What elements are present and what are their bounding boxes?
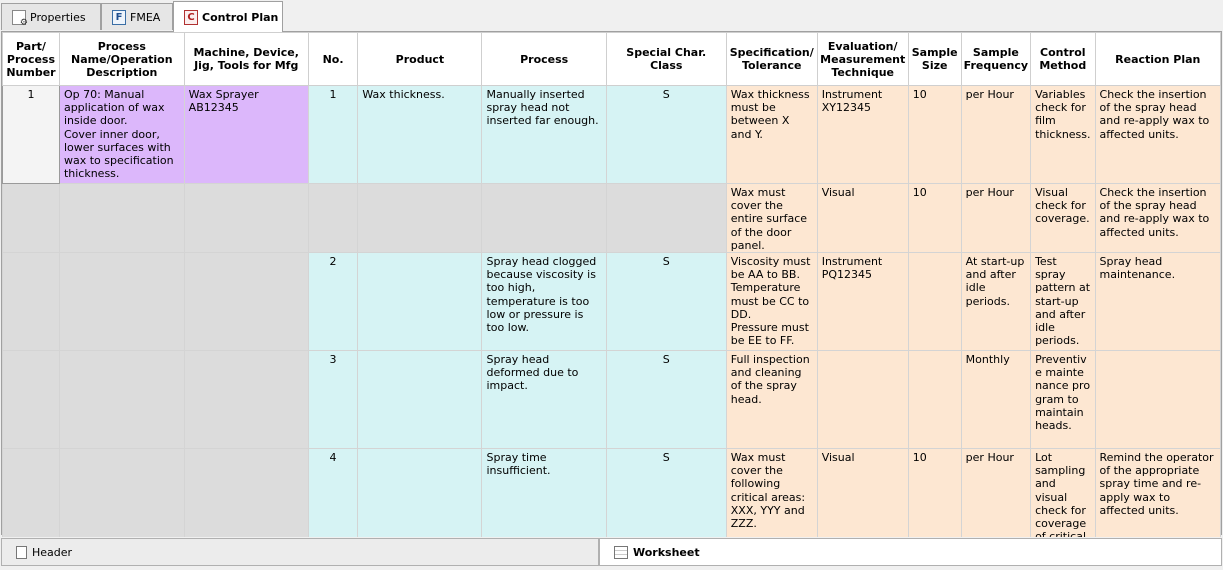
cell-product[interactable]: Wax thickness. — [358, 86, 482, 184]
cell-sample-frequency[interactable]: per Hour — [961, 184, 1030, 253]
cell-machine[interactable] — [184, 184, 308, 253]
cell-process[interactable]: Spray time insufficient. — [482, 449, 606, 558]
tab-label: Header — [32, 545, 73, 559]
top-tab-bar — [0, 0, 1223, 31]
column-header-process[interactable]: Process — [482, 33, 606, 86]
cell-reaction-plan[interactable] — [1095, 351, 1220, 449]
cell-special-char[interactable]: S — [606, 86, 726, 184]
column-header-control-method[interactable]: Control Method — [1031, 33, 1095, 86]
cell-no[interactable]: 2 — [308, 253, 358, 351]
column-header-machine[interactable]: Machine, Device, Jig, Tools for Mfg — [184, 33, 308, 86]
cell-process[interactable]: Spray head deformed due to impact. — [482, 351, 606, 449]
cell-sample-size[interactable]: 10 — [908, 184, 961, 253]
tab-label: Worksheet — [633, 545, 700, 559]
cell-special-char[interactable]: S — [606, 253, 726, 351]
tab-label: Control Plan — [202, 10, 279, 24]
cell-evaluation[interactable] — [817, 351, 908, 449]
cell-process-name[interactable]: Op 70: Manual application of wax inside door. Cover inner door, lower surfaces with wax to specification thickness. — [59, 86, 184, 184]
cell-part-number[interactable] — [3, 253, 60, 351]
cell-part-number[interactable] — [3, 184, 60, 253]
tab-control-plan[interactable] — [173, 1, 283, 32]
cell-process-name[interactable] — [59, 253, 184, 351]
tab-label: FMEA — [130, 10, 161, 24]
cell-product[interactable] — [358, 184, 482, 253]
cell-no[interactable] — [308, 184, 358, 253]
column-header-special-char[interactable]: Special Char. Class — [606, 33, 726, 86]
cell-process-name[interactable] — [59, 184, 184, 253]
cell-part-number[interactable]: 1 — [3, 86, 60, 184]
column-header-product[interactable]: Product — [358, 33, 482, 86]
cell-product[interactable] — [358, 253, 482, 351]
cell-control-method[interactable]: Variables check for film thickness. — [1031, 86, 1095, 184]
table-row — [3, 184, 1221, 253]
table-row — [3, 86, 1221, 184]
worksheet-icon — [614, 546, 628, 559]
cell-sample-size[interactable] — [908, 351, 961, 449]
cell-evaluation[interactable]: Visual — [817, 184, 908, 253]
tab-properties[interactable] — [1, 3, 101, 30]
cell-specification[interactable]: Wax thickness must be between X and Y. — [726, 86, 817, 184]
cell-sample-frequency[interactable]: per Hour — [961, 86, 1030, 184]
cell-specification[interactable]: Wax must cover the entire surface of the door panel. — [726, 184, 817, 253]
bottom-tab-bar — [0, 537, 1223, 570]
cell-sample-frequency[interactable]: Monthly — [961, 351, 1030, 449]
cell-sample-size[interactable]: 10 — [908, 86, 961, 184]
fmea-icon: F — [112, 10, 126, 25]
cell-reaction-plan[interactable]: Spray head maintenance. — [1095, 253, 1220, 351]
cell-special-char[interactable] — [606, 184, 726, 253]
cell-sample-frequency[interactable]: per Hour — [961, 449, 1030, 558]
cell-machine[interactable] — [184, 253, 308, 351]
control-plan-icon: C — [184, 10, 198, 25]
cell-specification[interactable]: Wax must cover the following critical areas: XXX, YYY and ZZZ. — [726, 449, 817, 558]
page-icon — [16, 546, 27, 559]
tab-worksheet[interactable] — [599, 538, 1222, 566]
cell-sample-size[interactable]: 10 — [908, 449, 961, 558]
cell-part-number[interactable] — [3, 351, 60, 449]
cell-process-name[interactable] — [59, 351, 184, 449]
control-plan-table — [2, 32, 1221, 558]
cell-control-method[interactable]: Test spray pattern at start-up and after idle periods. — [1031, 253, 1095, 351]
column-header-specification[interactable]: Specification/ Tolerance — [726, 33, 817, 86]
column-header-evaluation[interactable]: Evaluation/ Measurement Technique — [817, 33, 908, 86]
cell-reaction-plan[interactable]: Check the insertion of the spray head and re-apply wax to affected units. — [1095, 86, 1220, 184]
table-row — [3, 351, 1221, 449]
cell-process[interactable] — [482, 184, 606, 253]
cell-reaction-plan[interactable]: Remind the operator of the appropriate spray time and re-apply wax to affected units. — [1095, 449, 1220, 558]
tab-fmea[interactable] — [101, 3, 173, 30]
cell-process[interactable]: Manually inserted spray head not inserted far enough. — [482, 86, 606, 184]
cell-specification[interactable]: Viscosity must be AA to BB. Temperature must be CC to DD. Pressure must be EE to FF. — [726, 253, 817, 351]
cell-process[interactable]: Spray head clogged because viscosity is too high, temperature is too low or pressure is too low. — [482, 253, 606, 351]
cell-sample-frequency[interactable]: At start-up and after idle periods. — [961, 253, 1030, 351]
table-row — [3, 253, 1221, 351]
cell-no[interactable]: 1 — [308, 86, 358, 184]
cell-control-method[interactable]: Visual check for coverage. — [1031, 184, 1095, 253]
cell-evaluation[interactable]: Visual — [817, 449, 908, 558]
header-row — [3, 33, 1221, 86]
tab-label: Properties — [30, 10, 86, 24]
cell-special-char[interactable]: S — [606, 449, 726, 558]
column-header-part-number[interactable]: Part/ Process Number — [3, 33, 60, 86]
cell-specification[interactable]: Full inspection and cleaning of the spray head. — [726, 351, 817, 449]
tab-header[interactable] — [1, 538, 599, 566]
cell-no[interactable]: 4 — [308, 449, 358, 558]
column-header-no[interactable]: No. — [308, 33, 358, 86]
cell-special-char[interactable]: S — [606, 351, 726, 449]
cell-machine[interactable]: Wax Sprayer AB12345 — [184, 86, 308, 184]
cell-sample-size[interactable] — [908, 253, 961, 351]
cell-machine[interactable] — [184, 351, 308, 449]
cell-product[interactable] — [358, 351, 482, 449]
column-header-sample-size[interactable]: Sample Size — [908, 33, 961, 86]
cell-no[interactable]: 3 — [308, 351, 358, 449]
column-header-sample-frequency[interactable]: Sample Frequency — [961, 33, 1030, 86]
cell-control-method[interactable]: Lot sampling and visual check for coverage — [1031, 449, 1095, 558]
cell-control-method[interactable]: Preventive maintenance program to maintain heads. — [1031, 351, 1095, 449]
cell-reaction-plan[interactable]: Check the insertion of the spray head and re-apply wax to affected units. — [1095, 184, 1220, 253]
column-header-process-name[interactable]: Process Name/Operation Description — [59, 33, 184, 86]
cell-evaluation[interactable]: Instrument PQ12345 — [817, 253, 908, 351]
control-plan-grid[interactable] — [1, 31, 1222, 535]
cell-evaluation[interactable]: Instrument XY12345 — [817, 86, 908, 184]
properties-icon — [12, 10, 26, 25]
column-header-reaction-plan[interactable]: Reaction Plan — [1095, 33, 1220, 86]
